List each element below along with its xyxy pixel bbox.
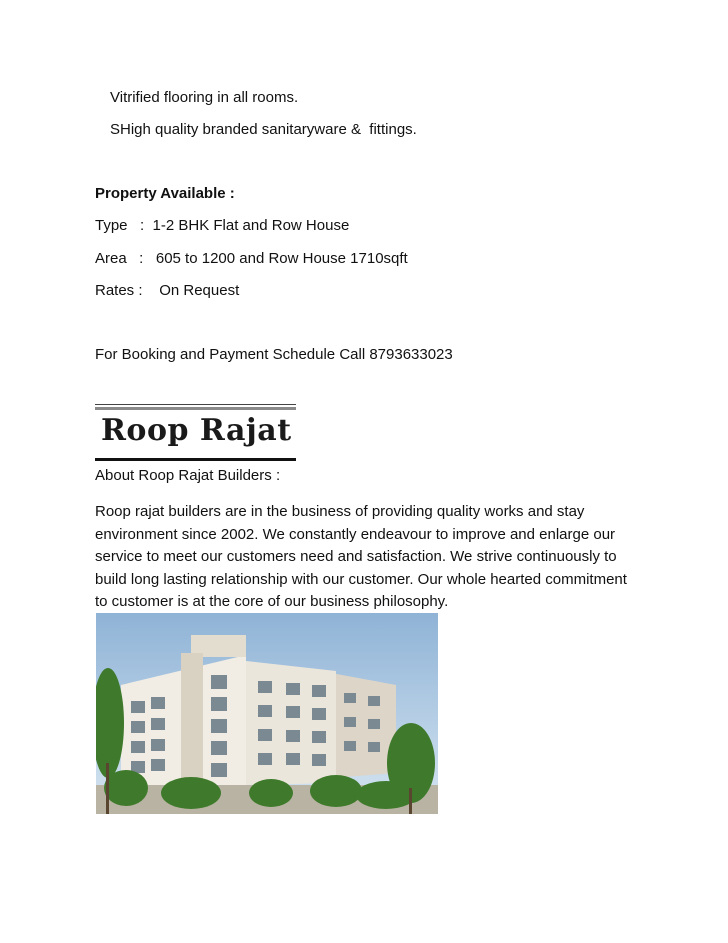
- property-heading: Property Available :: [95, 185, 235, 202]
- roop-rajat-logo: [95, 404, 296, 461]
- building-photo: [96, 613, 438, 814]
- feature-sanitaryware: SHigh quality branded sanitaryware & fittings.: [110, 121, 417, 138]
- building-side-wing: [246, 661, 336, 785]
- property-rates: Rates : On Request: [95, 282, 240, 299]
- about-heading: About Roop Rajat Builders :: [95, 467, 281, 484]
- logo-text: Roop Rajat: [101, 413, 292, 448]
- booking-line: For Booking and Payment Schedule Call 8793633023: [95, 346, 453, 363]
- feature-flooring: Vitrified flooring in all rooms.: [110, 89, 299, 106]
- property-type: Type : 1-2 BHK Flat and Row House: [95, 217, 350, 234]
- about-body: Roop rajat builders are in the business of providing quality works and stay environment since 2002. We constantly endeavour to improve and enlarge our service to meet our customers need and satisfaction. We strive continuously to build long lasting relationship with our customer. Our whole hearted commitment to customer is at the core of our business philosophy.: [95, 503, 627, 610]
- logo-band: [95, 407, 296, 410]
- property-area: Area : 605 to 1200 and Row House 1710sqft: [95, 250, 408, 267]
- building-rear-wing: [331, 673, 396, 778]
- building-stair-tower: [181, 653, 203, 791]
